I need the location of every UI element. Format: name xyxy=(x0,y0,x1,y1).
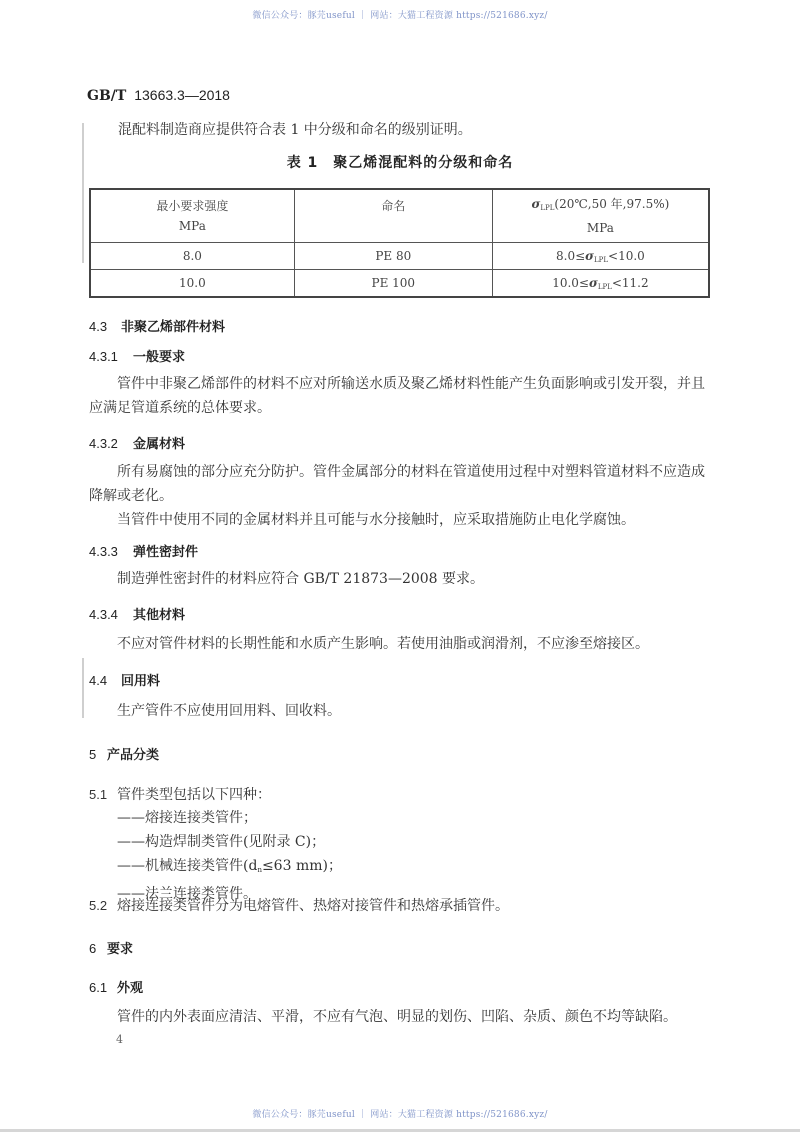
cell-mrs: 10.0 xyxy=(90,270,294,298)
watermark-bottom: 微信公众号：豚芫useful ｜ 网站：大猫工程资源 https://521686.xyz/ xyxy=(252,1110,548,1120)
header-sigma xyxy=(492,189,709,243)
heading-6: 6 要求 xyxy=(89,941,134,957)
clause-5-2: 5.2 熔接连接类管件分为电熔管件、热熔对接管件和热熔承插管件。 xyxy=(89,898,509,914)
page-number: 4 xyxy=(116,1033,123,1046)
cell-mrs: 8.0 xyxy=(90,243,294,270)
list-5-1 xyxy=(117,806,342,906)
header-sigma-label: $\sigma_{LPL}(20℃,50$ 年,97.5%) xyxy=(531,197,670,212)
paragraph-4-4: 生产管件不应使用回用料、回收料。 xyxy=(117,703,341,719)
header-mrs-label: 最小要求强度 xyxy=(156,199,229,213)
cell-range: $8.0\le\sigma_{LPL}<10.0$ xyxy=(492,243,709,270)
paragraph-6-1: 管件的内外表面应清洁、平滑，不应有气泡、明显的划伤、凹陷、杂质、颜色不均等缺陷。 xyxy=(117,1009,677,1025)
header-sigma-unit: MPa xyxy=(586,221,614,235)
heading-6-1: 6.1 外观 xyxy=(89,980,144,996)
paragraph-4-3-2: 所有易腐蚀的部分应充分防护。管件金属部分的材料在管道使用过程中对塑料管道材料不应造成 降解或老化。 当管件中使用不同的金属材料并且可能与水分接触时，应采取措施防止电化学腐蚀。 xyxy=(89,464,705,528)
list-item: ——法兰连接类管件。 xyxy=(117,886,257,902)
watermark-top: 微信公众号：豚芫useful ｜ 网站：大猫工程资源 https://521686.xyz/ xyxy=(252,11,548,21)
header-mrs xyxy=(90,189,294,243)
heading-4-3-4: 4.3.4 其他材料 xyxy=(89,607,186,623)
table-row xyxy=(90,270,709,298)
list-item: ——熔接连接类管件； xyxy=(117,810,257,826)
heading-4-4: 4.4 回用料 xyxy=(89,673,161,689)
intro-paragraph: 混配料制造商应提供符合表 1 中分级和命名的级别证明。 xyxy=(118,122,472,138)
standard-prefix: GB/T xyxy=(87,88,127,104)
table-row xyxy=(90,243,709,270)
header-mrs-unit: MPa xyxy=(178,219,206,233)
cell-range: $10.0\le\sigma_{LPL}<11.2$ xyxy=(492,270,709,298)
cell-name: PE 80 xyxy=(294,243,492,270)
paragraph-4-3-1: 管件中非聚乙烯部件的材料不应对所输送水质及聚乙烯材料性能产生负面影响或引发开裂，并且 应满足管道系统的总体要求。 xyxy=(89,376,705,416)
heading-5: 5 产品分类 xyxy=(89,747,160,763)
header-name-label: 命名 xyxy=(381,199,406,213)
table-grading xyxy=(89,188,710,298)
margin-bar-2 xyxy=(82,658,84,718)
clause-5-1: 5.1 管件类型包括以下四种： xyxy=(89,787,271,803)
header-name xyxy=(294,189,492,243)
cell-name: PE 100 xyxy=(294,270,492,298)
list-item: ——机械连接类管件($d_n\le 63$ mm)； xyxy=(117,858,342,874)
heading-4-3-1: 4.3.1 一般要求 xyxy=(89,349,186,365)
standard-number: 13663.3—2018 xyxy=(134,87,230,103)
heading-4-3-3: 4.3.3 弹性密封件 xyxy=(89,544,199,560)
heading-4-3-2: 4.3.2 金属材料 xyxy=(89,436,186,452)
paragraph-4-3-4: 不应对管件材料的长期性能和水质产生影响。若使用油脂或润滑剂，不应渗至熔接区。 xyxy=(117,636,649,652)
list-item: ——构造焊制类管件(见附录 C)； xyxy=(117,834,326,850)
heading-4-3: 4.3 非聚乙烯部件材料 xyxy=(89,319,226,335)
paragraph-4-3-3: 制造弹性密封件的材料应符合 GB/T 21873—2008 要求。 xyxy=(117,571,485,587)
margin-bar-1 xyxy=(82,123,84,263)
table-caption: 表 1 聚乙烯混配料的分级和命名 xyxy=(286,155,514,171)
table-header-row xyxy=(90,189,709,243)
standard-code xyxy=(87,87,230,104)
